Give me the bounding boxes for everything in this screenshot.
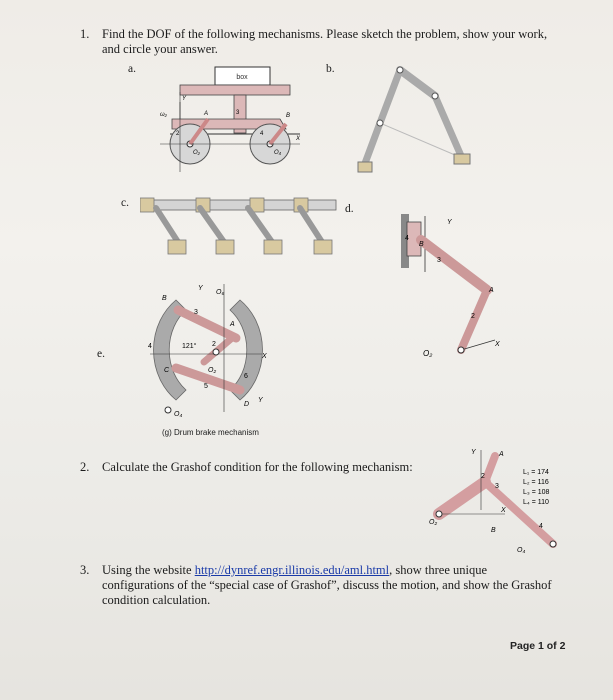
question-1-line-1: Find the DOF of the following mechanisms. Please sketch the problem, show your work, <box>102 27 548 41</box>
figure-e-point-c: C <box>164 367 170 374</box>
figure-e-axis-y: Y <box>198 285 203 292</box>
part-d-label: d. <box>345 203 354 215</box>
part-e-label: e. <box>97 348 105 360</box>
figure-d-axis-y: Y <box>447 219 452 226</box>
grashof-link-3: 3 <box>495 483 499 490</box>
figure-a-axis-x: X <box>296 136 301 142</box>
figure-e-link-6: 6 <box>244 373 248 380</box>
figure-e-link-2: 2 <box>212 341 216 348</box>
question-3-line-2: configurations of the “special case of Grashof”, discuss the motion, and show the Grashof <box>102 578 552 592</box>
figure-a-point-a: A <box>204 111 209 117</box>
figure-a-pivot-o2: O₂ <box>193 150 200 156</box>
figure-a-pivot-o4: O₄ <box>274 150 282 156</box>
figure-a-point-b: B <box>286 113 291 119</box>
figure-a-axis-y: Y <box>182 96 187 102</box>
grashof-length-l3: L₃ = 108 <box>523 489 550 496</box>
page-number: Page 1 of 2 <box>510 640 566 652</box>
figure-e-pivot-o4: O₄ <box>174 411 183 418</box>
grashof-axis-x: X <box>501 507 506 514</box>
figure-d-link-3: 3 <box>437 257 441 264</box>
figure-d-link-4: 4 <box>405 235 409 242</box>
question-3-prefix: Using the website <box>102 563 195 577</box>
part-c-label: c. <box>121 197 129 209</box>
part-b-label: b. <box>326 63 335 75</box>
question-2-text: Calculate the Grashof condition for the following mechanism: <box>102 460 413 474</box>
figure-e-axis-y2: Y <box>258 397 263 404</box>
question-3-number: 3. <box>80 563 90 577</box>
figure-e-axis-x: X <box>262 353 267 360</box>
question-3-line-1 <box>102 563 487 577</box>
figure-e-link-5: 5 <box>204 383 208 390</box>
dynref-link[interactable]: http://dynref.engr.illinois.edu/aml.html <box>194 563 390 577</box>
question-1-line-2: and circle your answer. <box>102 42 218 56</box>
figure-e-point-b: B <box>162 295 167 302</box>
figure-e-link-4: 4 <box>148 343 152 350</box>
figure-e-mechanism <box>140 280 290 445</box>
grashof-length-l1: L₁ = 174 <box>523 469 549 476</box>
figure-d-link-2: 2 <box>471 313 475 320</box>
grashof-link-4: 4 <box>539 523 543 530</box>
figure-e-caption: (g) Drum brake mechanism <box>162 428 259 437</box>
question-3-suffix: , show three unique <box>389 563 488 577</box>
figure-d-point-b: B <box>419 241 424 248</box>
figure-a-link-4: 4 <box>260 131 264 137</box>
figure-a-box-label: box <box>236 74 248 81</box>
figure-a-link-3: 3 <box>236 110 240 116</box>
figure-d-axis-x: X <box>495 341 500 348</box>
figure-d-pivot-o2: O₂ <box>423 349 433 358</box>
figure-e-pivot-o2: O₂ <box>208 367 217 374</box>
part-a-label: a. <box>128 63 136 75</box>
grashof-pivot-o2: O₂ <box>429 519 438 526</box>
figure-c-mechanism <box>140 196 340 266</box>
grashof-length-l4: L₄ = 110 <box>523 499 549 506</box>
grashof-point-b: B <box>491 527 496 534</box>
figure-b-mechanism <box>350 58 480 183</box>
grashof-length-l2: L₂ = 116 <box>523 479 549 486</box>
figure-a-link-2: 2 <box>176 131 180 137</box>
figure-e-angle: 121° <box>182 343 197 350</box>
figure-e-point-d: D <box>244 401 250 408</box>
grashof-point-a: A <box>499 451 504 458</box>
figure-e-point-a: A <box>230 321 235 328</box>
grashof-link-2: 2 <box>481 473 485 480</box>
grashof-axis-y: Y <box>471 449 476 456</box>
figure-e-link-3: 3 <box>194 309 198 316</box>
figure-d-mechanism <box>395 210 505 360</box>
figure-e-pivot-o6: O₆ <box>216 289 225 296</box>
figure-d-point-a: A <box>489 287 494 294</box>
grashof-mechanism <box>425 448 590 566</box>
figure-a-mechanism <box>150 62 310 172</box>
question-2-number: 2. <box>80 460 90 474</box>
figure-a-omega: ω₂ <box>160 112 167 118</box>
question-1-number: 1. <box>80 27 90 41</box>
question-3-line-3: condition calculation. <box>102 593 211 607</box>
grashof-pivot-o4: O₄ <box>517 547 526 554</box>
